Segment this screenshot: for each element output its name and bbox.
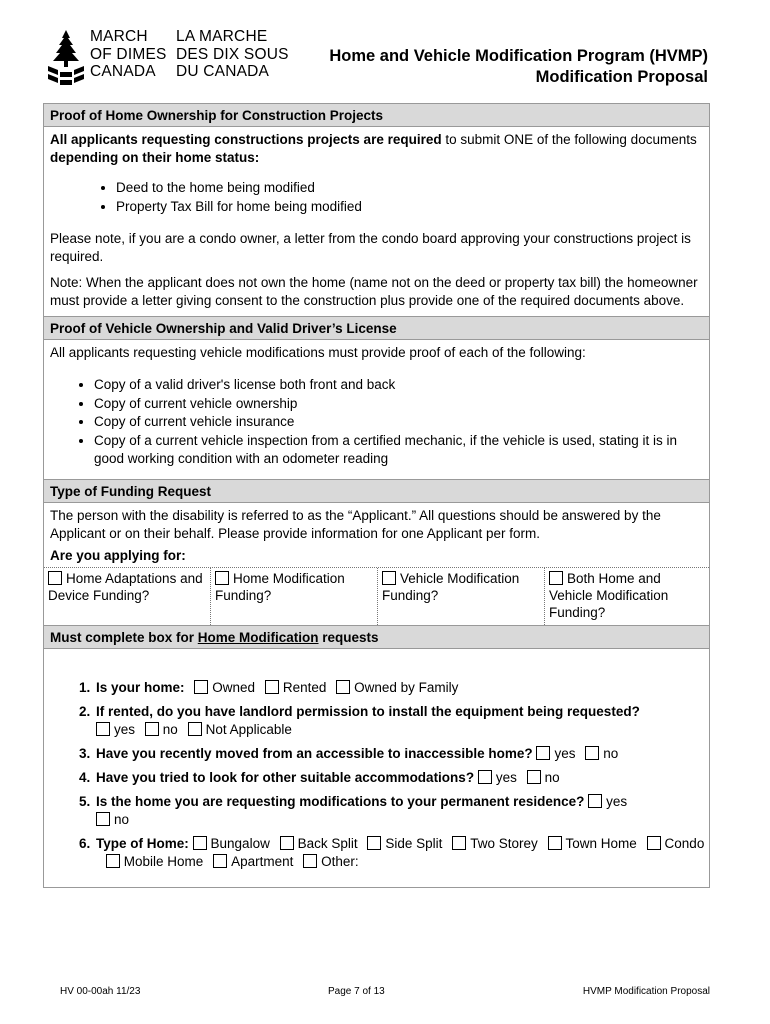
document-title-line1: Home and Vehicle Modification Program (HVMP) (329, 47, 708, 65)
brand-en-line: CANADA (90, 63, 156, 80)
vehicle-documents-list (50, 376, 703, 469)
question-recently-moved: 3. Have you recently moved from an accessible to inaccessible home? yes no (94, 745, 709, 763)
checkbox[interactable] (452, 836, 466, 850)
question-type-of-home: 6. Type of Home: Bungalow Back Split Side Split Two Storey Town Home Condo Mobile Home Apartment Other: (94, 835, 709, 871)
checkbox[interactable] (188, 722, 202, 736)
checkbox[interactable] (280, 836, 294, 850)
brand-fr-line: DU CANADA (176, 63, 270, 80)
footer-title: HVMP Modification Proposal (582, 986, 710, 997)
condo-note: Please note, if you are a condo owner, a letter from the condo board approving your constructions project is required. (50, 231, 691, 264)
document-title (329, 46, 708, 88)
checkbox[interactable] (588, 794, 602, 808)
brand-en-line: OF DIMES (90, 45, 167, 63)
section-body-funding-type (44, 503, 709, 625)
page-header (0, 0, 770, 100)
modification-proposal-form (43, 103, 710, 888)
list-item: • Copy of a current vehicle inspection from a certified mechanic, if the vehicle is used, stating it is in good working condition with an odometer reading (94, 432, 703, 469)
checkbox[interactable] (549, 571, 563, 585)
list-item: • Property Tax Bill for home being modified (116, 198, 703, 217)
form-code: HV 00-00ah 11/23 (60, 986, 141, 997)
funding-option-home-modification[interactable]: Home Modification Funding? (210, 568, 377, 625)
page-number: Page 7 of 13 (328, 986, 385, 997)
question-other-accommodations: 4. Have you tried to look for other suitable accommodations? yes no (94, 769, 709, 787)
checkbox[interactable] (215, 571, 229, 585)
checkbox[interactable] (145, 722, 159, 736)
section-body-home-modification (44, 649, 709, 887)
maple-leaf-stripes-icon (46, 28, 86, 88)
checkbox[interactable] (194, 680, 208, 694)
brand-fr-line: DES DIX SOUS (176, 45, 289, 63)
checkbox[interactable] (213, 854, 227, 868)
checkbox[interactable] (96, 812, 110, 826)
checkbox[interactable] (265, 680, 279, 694)
checkbox[interactable] (382, 571, 396, 585)
checkbox[interactable] (48, 571, 62, 585)
checkbox[interactable] (548, 836, 562, 850)
brand-fr-line: LA MARCHE (176, 28, 268, 45)
section-heading-home-ownership: Proof of Home Ownership for Construction Projects (44, 104, 709, 127)
home-modification-questions (44, 649, 709, 887)
funding-options (44, 567, 709, 625)
vehicle-intro: All applicants requesting vehicle modifications must provide proof of each of the following: (50, 345, 586, 360)
checkbox[interactable] (585, 746, 599, 760)
funding-intro: The person with the disability is referred to as the “Applicant.” All questions should be answered by the Applicant or on their behalf. Please provide information for one Applicant per form. (50, 507, 661, 541)
section-body-home-ownership (44, 127, 709, 316)
list-item: • Deed to the home being modified (116, 179, 703, 198)
section-heading-funding-type: Type of Funding Request (44, 479, 709, 503)
section-heading-vehicle-ownership: Proof of Vehicle Ownership and Valid Driver’s License (44, 316, 709, 340)
homeowner-consent-note: Note: When the applicant does not own the home (name not on the deed or property tax bill) the homeowner must provide a letter giving consent to the construction plus provide one of the required documents above. (50, 275, 698, 308)
checkbox[interactable] (336, 680, 350, 694)
checkbox[interactable] (367, 836, 381, 850)
funding-option-home-adaptations[interactable]: Home Adaptations and Device Funding? (48, 570, 203, 603)
checkbox[interactable] (536, 746, 550, 760)
question-home-status: 1. Is your home: Owned Rented Owned by Family (94, 679, 709, 697)
list-item: • Copy of a valid driver's license both front and back (94, 376, 703, 395)
brand-en-line: MARCH (90, 28, 148, 45)
checkbox[interactable] (303, 854, 317, 868)
document-title-line2: Modification Proposal (535, 68, 708, 86)
funding-option-vehicle-modification[interactable]: Vehicle Modification Funding? (377, 568, 544, 625)
checkbox[interactable] (478, 770, 492, 784)
section-body-vehicle-ownership (44, 340, 709, 479)
question-landlord-permission: 2. If rented, do you have landlord permission to install the equipment being requested? yes no Not Applicable (94, 703, 709, 739)
checkbox[interactable] (106, 854, 120, 868)
home-documents-list (50, 179, 703, 216)
funding-question: Are you applying for: (50, 547, 186, 563)
home-ownership-intro: All applicants requesting constructions projects are required to submit ONE of the following documents depending on their home status: (50, 132, 697, 165)
list-item: • Copy of current vehicle insurance (94, 413, 703, 432)
funding-option-both[interactable]: Both Home and Vehicle Modification Funding? (544, 568, 709, 625)
brand-name-english (90, 28, 167, 81)
brand-name-french (176, 28, 289, 81)
checkbox[interactable] (647, 836, 661, 850)
question-permanent-residence: 5. Is the home you are requesting modifications to your permanent residence? yes no (94, 793, 709, 829)
checkbox[interactable] (527, 770, 541, 784)
checkbox[interactable] (193, 836, 207, 850)
section-heading-home-modification: Must complete box for Home Modification requests (44, 625, 709, 649)
checkbox[interactable] (96, 722, 110, 736)
list-item: • Copy of current vehicle ownership (94, 395, 703, 414)
